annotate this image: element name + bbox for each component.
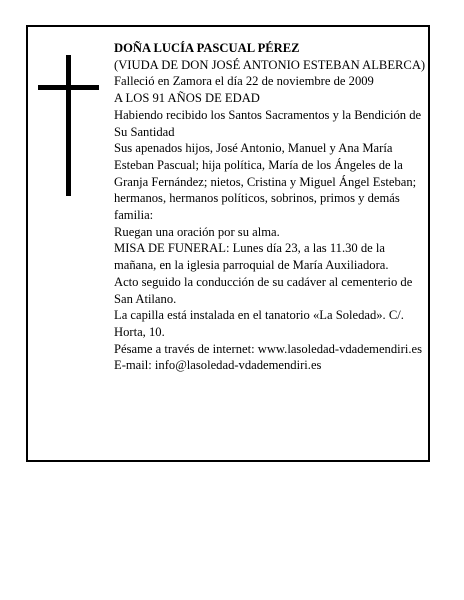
sacraments-line: Habiendo recibido los Santos Sacramentos y la Bendición de Su Santidad bbox=[114, 107, 422, 139]
cross-vertical-bar bbox=[66, 55, 71, 196]
email-line: E-mail: info@lasoledad-vdademendiri.es bbox=[114, 358, 322, 373]
condolences-line: Pésame a través de internet: www.lasoledad-vdademendiri.es bbox=[114, 341, 422, 356]
prayer-line: Ruegan una oración por su alma. bbox=[114, 224, 280, 239]
death-line: Falleció en Zamora el día 22 de noviembre de 2009 bbox=[114, 74, 374, 89]
widow-line: (VIUDA DE DON JOSÉ ANTONIO ESTEBAN ALBERCA) bbox=[114, 57, 426, 72]
funeral-mass-paragraph: MISA DE FUNERAL: Lunes día 23, a las 11.30 de la mañana, en la iglesia parroquial de María Auxiliadora. bbox=[114, 241, 389, 273]
cross-horizontal-bar bbox=[38, 85, 99, 90]
age-line: A LOS 91 AÑOS DE EDAD bbox=[114, 91, 260, 106]
obituary-text bbox=[114, 40, 428, 374]
deceased-name: DOÑA LUCÍA PASCUAL PÉREZ bbox=[114, 41, 300, 55]
chapel-paragraph: La capilla está instalada en el tanatorio «La Soledad». C/. Horta, 10. bbox=[114, 308, 404, 339]
family-paragraph: Sus apenados hijos, José Antonio, Manuel y Ana María Esteban Pascual; hija política, María de los Ángeles de la Granja Fernández; nietos, Cristina y Miguel Ángel Esteban; hermanos, hermanos políticos, sobrinos, primos y demás familia: bbox=[114, 141, 417, 223]
burial-paragraph: Acto seguido la conducción de su cadáver al cementerio de San Atilano. bbox=[114, 274, 413, 306]
obituary-frame bbox=[26, 25, 430, 462]
